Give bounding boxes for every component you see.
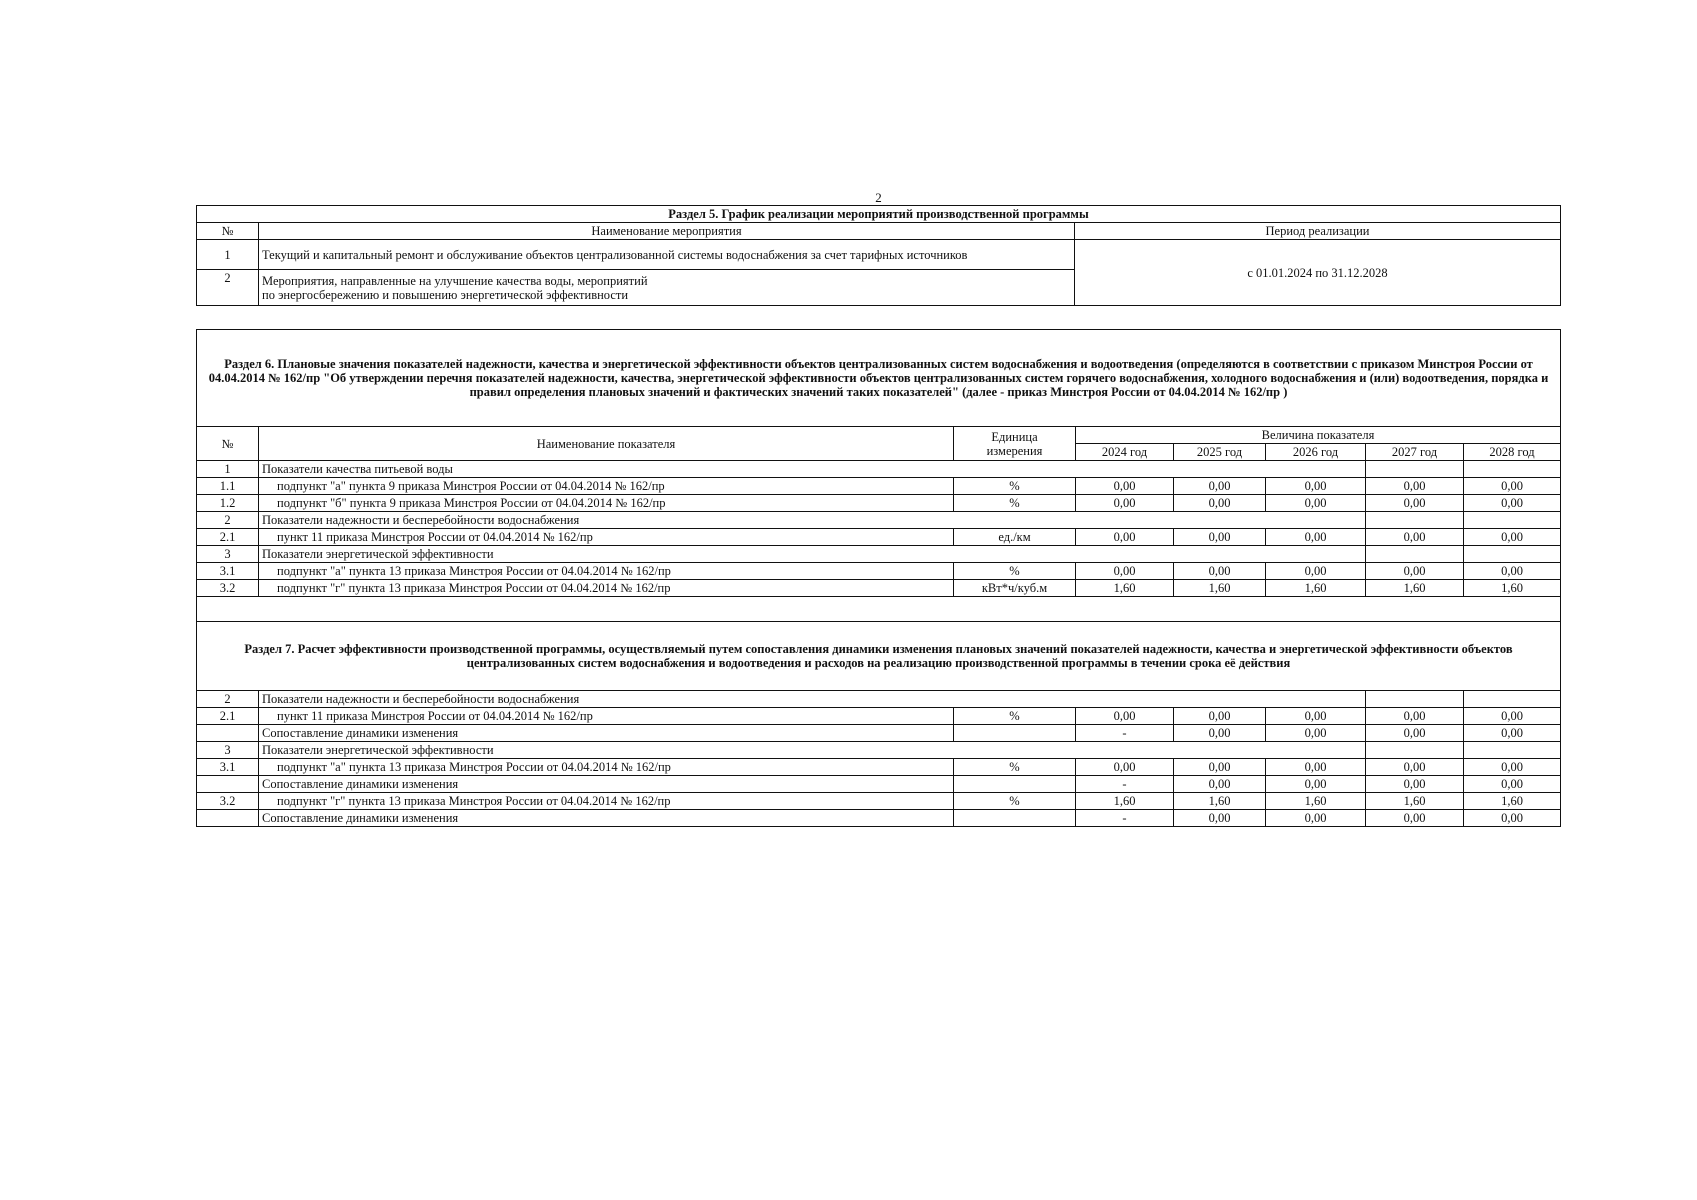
unit-cell: % (954, 708, 1076, 725)
row-number: 3.1 (197, 759, 259, 776)
unit-header-line: Единица (991, 429, 1038, 444)
value-cell: 0,00 (1266, 810, 1366, 827)
table-row (197, 810, 1561, 827)
value-cell: 0,00 (1076, 563, 1174, 580)
value-cell: 0,00 (1174, 563, 1266, 580)
year-header: 2025 год (1174, 444, 1266, 461)
col-number-header: № (197, 223, 259, 240)
empty-cell (1366, 546, 1464, 563)
empty-cell (1464, 546, 1561, 563)
value-cell: 0,00 (1076, 708, 1174, 725)
empty-cell (1464, 742, 1561, 759)
row-number: 1.2 (197, 495, 259, 512)
row-name-line: по энергосбережению и повышению энергетической эффективности (262, 287, 629, 302)
value-cell: 0,00 (1464, 478, 1561, 495)
row-name: пункт 11 приказа Минстроя России от 04.04.2014 № 162/пр (259, 708, 954, 725)
group-row (197, 546, 1561, 563)
section7-title-row (197, 622, 1561, 691)
row-number: 1 (197, 240, 259, 270)
empty-cell (1464, 691, 1561, 708)
section5-title-row (197, 206, 1561, 223)
row-name: подпункт "б" пункта 9 приказа Минстроя России от 04.04.2014 № 162/пр (259, 495, 954, 512)
value-cell: 0,00 (1266, 529, 1366, 546)
row-number: 3 (197, 546, 259, 563)
value-cell: 1,60 (1464, 580, 1561, 597)
row-number (197, 725, 259, 742)
row-name: Сопоставление динамики изменения (259, 776, 954, 793)
value-cell: 0,00 (1366, 759, 1464, 776)
value-cell: 0,00 (1174, 810, 1266, 827)
value-cell: 0,00 (1464, 759, 1561, 776)
empty-cell (1464, 512, 1561, 529)
row-name (259, 270, 1075, 306)
value-cell: 0,00 (1366, 495, 1464, 512)
unit-cell: кВт*ч/куб.м (954, 580, 1076, 597)
row-number: 2.1 (197, 708, 259, 725)
row-number: 1 (197, 461, 259, 478)
row-number: 3.2 (197, 793, 259, 810)
section7-title: Раздел 7. Расчет эффективности производственной программы, осуществляемый путем сопоставления динамики изменения плановых значений показателей надежности, качества и энергетической эффективности объектов централизованных систем водоснабжения и водоотведения и расходов на реализацию производственной программы в течении срока её действия (197, 622, 1561, 691)
group-name: Показатели надежности и бесперебойности водоснабжения (259, 512, 1366, 529)
section5-title: Раздел 5. График реализации мероприятий производственной программы (197, 206, 1561, 223)
value-cell: 0,00 (1076, 529, 1174, 546)
value-cell: 0,00 (1174, 776, 1266, 793)
section5-table (196, 205, 1561, 306)
group-row (197, 512, 1561, 529)
page-number: 2 (875, 190, 882, 205)
year-header: 2027 год (1366, 444, 1464, 461)
empty-cell (1464, 461, 1561, 478)
group-name: Показатели надежности и бесперебойности водоснабжения (259, 691, 1366, 708)
value-cell: 0,00 (1266, 708, 1366, 725)
row-name: Текущий и капитальный ремонт и обслуживание объектов централизованной системы водоснабжения за счет тарифных источников (259, 240, 1075, 270)
value-cell: 0,00 (1366, 529, 1464, 546)
value-cell: 0,00 (1076, 495, 1174, 512)
value-cell: 0,00 (1464, 495, 1561, 512)
section7-body (197, 691, 1561, 827)
empty-cell (1366, 742, 1464, 759)
value-cell: - (1076, 725, 1174, 742)
blank-row (197, 597, 1561, 622)
value-cell: 0,00 (1076, 759, 1174, 776)
value-cell: 0,00 (1174, 478, 1266, 495)
value-cell: 0,00 (1464, 708, 1561, 725)
row-name: подпункт "а" пункта 13 приказа Минстроя России от 04.04.2014 № 162/пр (259, 759, 954, 776)
year-header: 2026 год (1266, 444, 1366, 461)
value-cell: 1,60 (1174, 793, 1266, 810)
row-name: подпункт "г" пункта 13 приказа Минстроя России от 04.04.2014 № 162/пр (259, 580, 954, 597)
value-cell: 0,00 (1366, 563, 1464, 580)
col-number-header: № (197, 427, 259, 461)
group-row (197, 742, 1561, 759)
unit-cell (954, 776, 1076, 793)
table-row (197, 708, 1561, 725)
row-number: 3.2 (197, 580, 259, 597)
row-name: Сопоставление динамики изменения (259, 810, 954, 827)
year-header: 2024 год (1076, 444, 1174, 461)
row-name: подпункт "г" пункта 13 приказа Минстроя России от 04.04.2014 № 162/пр (259, 793, 954, 810)
row-name: пункт 11 приказа Минстроя России от 04.04.2014 № 162/пр (259, 529, 954, 546)
value-cell: 0,00 (1366, 478, 1464, 495)
value-cell: 0,00 (1464, 776, 1561, 793)
value-cell: 1,60 (1076, 793, 1174, 810)
value-cell: 1,60 (1076, 580, 1174, 597)
table-row (197, 793, 1561, 810)
col-unit-header (954, 427, 1076, 461)
row-number: 2.1 (197, 529, 259, 546)
group-name: Показатели энергетической эффективности (259, 742, 1366, 759)
value-cell: 0,00 (1366, 708, 1464, 725)
group-name: Показатели энергетической эффективности (259, 546, 1366, 563)
table-row (197, 529, 1561, 546)
unit-cell: % (954, 478, 1076, 495)
group-name: Показатели качества питьевой воды (259, 461, 1366, 478)
unit-cell: ед./км (954, 529, 1076, 546)
value-cell: 0,00 (1266, 725, 1366, 742)
row-name-line: Мероприятия, направленные на улучшение качества воды, мероприятий (262, 273, 648, 288)
col-value-header: Величина показателя (1076, 427, 1561, 444)
value-cell: 1,60 (1366, 580, 1464, 597)
col-name-header: Наименование показателя (259, 427, 954, 461)
unit-cell: % (954, 759, 1076, 776)
section5-header-row (197, 223, 1561, 240)
table-row (197, 478, 1561, 495)
col-name-header: Наименование мероприятия (259, 223, 1075, 240)
table-row (197, 495, 1561, 512)
unit-cell: % (954, 563, 1076, 580)
value-cell: 0,00 (1076, 478, 1174, 495)
value-cell: 1,60 (1464, 793, 1561, 810)
table-row (197, 725, 1561, 742)
value-cell: 0,00 (1174, 759, 1266, 776)
section6-header-row (197, 427, 1561, 444)
table-row (197, 240, 1561, 270)
row-number (197, 810, 259, 827)
value-cell: 0,00 (1266, 478, 1366, 495)
row-number: 2 (197, 691, 259, 708)
table-row (197, 563, 1561, 580)
value-cell: 0,00 (1366, 776, 1464, 793)
value-cell: 0,00 (1174, 708, 1266, 725)
value-cell: 0,00 (1464, 529, 1561, 546)
value-cell: 1,60 (1174, 580, 1266, 597)
unit-cell (954, 725, 1076, 742)
row-number: 3.1 (197, 563, 259, 580)
value-cell: 0,00 (1366, 810, 1464, 827)
year-header: 2028 год (1464, 444, 1561, 461)
value-cell: 0,00 (1266, 776, 1366, 793)
row-name: подпункт "а" пункта 9 приказа Минстроя России от 04.04.2014 № 162/пр (259, 478, 954, 495)
unit-cell: % (954, 495, 1076, 512)
section6-title-row (197, 330, 1561, 427)
value-cell: - (1076, 810, 1174, 827)
value-cell: 0,00 (1464, 725, 1561, 742)
unit-cell: % (954, 793, 1076, 810)
unit-header-line: измерения (986, 443, 1043, 458)
value-cell: - (1076, 776, 1174, 793)
group-row (197, 461, 1561, 478)
value-cell: 0,00 (1266, 759, 1366, 776)
table-row (197, 759, 1561, 776)
row-name: Сопоставление динамики изменения (259, 725, 954, 742)
empty-cell (1366, 691, 1464, 708)
table-row (197, 580, 1561, 597)
value-cell: 1,60 (1366, 793, 1464, 810)
value-cell: 0,00 (1464, 810, 1561, 827)
table-row (197, 776, 1561, 793)
row-name: подпункт "а" пункта 13 приказа Минстроя России от 04.04.2014 № 162/пр (259, 563, 954, 580)
section6-title: Раздел 6. Плановые значения показателей надежности, качества и энергетической эффективности объектов централизованных систем водоснабжения и водоотведения (определяются в соответствии с приказом Минстроя России от 04.04.2014 № 162/пр "Об утверждении перечня показателей надежности, качества, энергетической эффективности объектов централизованных систем горячего водоснабжения, холодного водоснабжения и (или) водоотведения, порядка и правил определения плановых значений и фактических значений таких показателей" (далее - приказ Минстроя России от 04.04.2014 № 162/пр ) (197, 330, 1561, 427)
value-cell: 0,00 (1266, 495, 1366, 512)
value-cell: 0,00 (1266, 563, 1366, 580)
value-cell: 1,60 (1266, 793, 1366, 810)
unit-cell (954, 810, 1076, 827)
value-cell: 1,60 (1266, 580, 1366, 597)
row-number: 2 (197, 512, 259, 529)
section6-body (197, 461, 1561, 597)
row-number: 3 (197, 742, 259, 759)
value-cell: 0,00 (1174, 725, 1266, 742)
value-cell: 0,00 (1174, 529, 1266, 546)
section6-table (196, 329, 1561, 827)
blank-cell (197, 597, 1561, 622)
group-row (197, 691, 1561, 708)
value-cell: 0,00 (1464, 563, 1561, 580)
empty-cell (1366, 461, 1464, 478)
empty-cell (1366, 512, 1464, 529)
row-number: 1.1 (197, 478, 259, 495)
value-cell: 0,00 (1174, 495, 1266, 512)
row-number (197, 776, 259, 793)
row-number: 2 (197, 270, 259, 306)
col-period-header: Период реализации (1075, 223, 1561, 240)
value-cell: 0,00 (1366, 725, 1464, 742)
period-value: с 01.01.2024 по 31.12.2028 (1075, 240, 1561, 306)
